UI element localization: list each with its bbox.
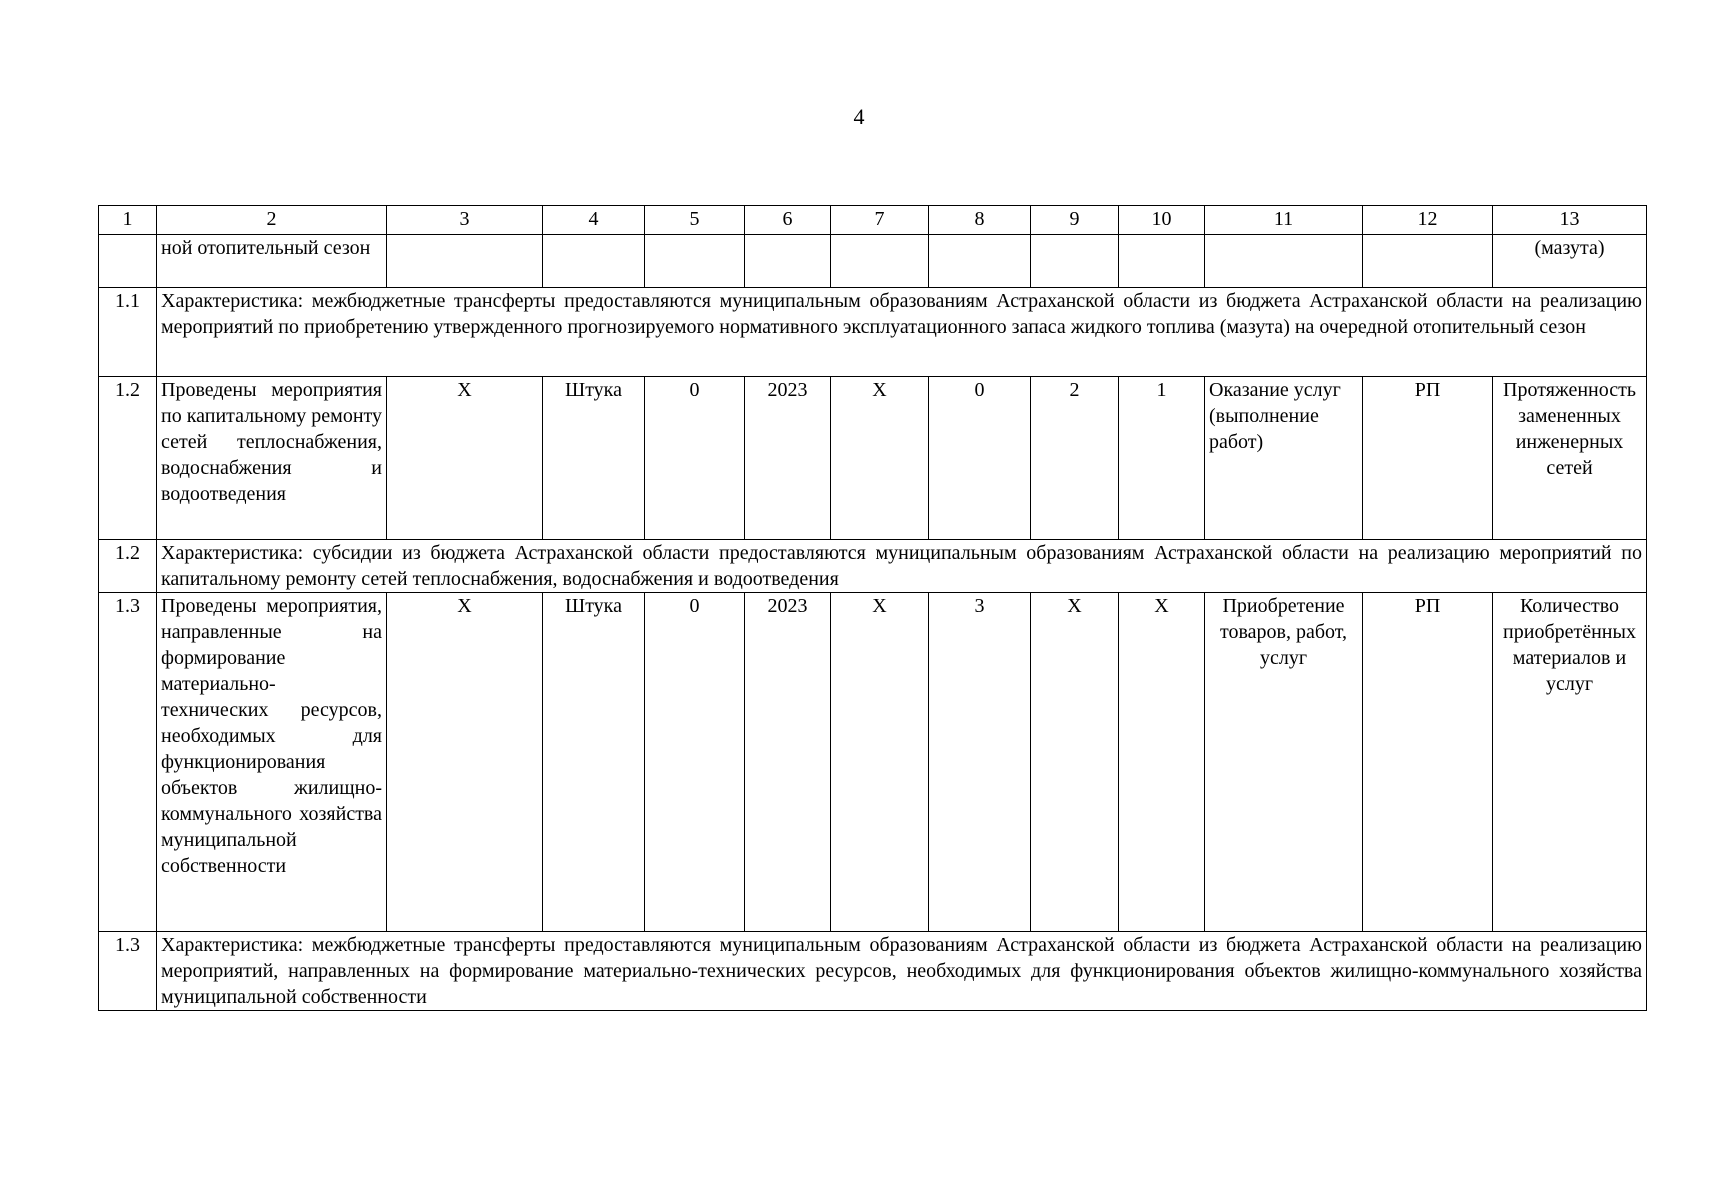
continuation-row [99, 235, 1647, 288]
row-number: 1.3 [99, 932, 157, 1011]
characteristic-row [99, 540, 1647, 593]
table-row [99, 593, 1647, 932]
table-cell: 2023 [745, 377, 831, 540]
col-header: 7 [831, 206, 929, 235]
col-header: 11 [1205, 206, 1363, 235]
table-cell: Штука [543, 593, 645, 932]
table-cell: 0 [645, 593, 745, 932]
table-cell: 0 [929, 377, 1031, 540]
indicator-measure-cell: Количество приобретённых материалов и услуг [1493, 593, 1647, 932]
table-cell: Х [831, 377, 929, 540]
col-header: 4 [543, 206, 645, 235]
table-cell [99, 235, 157, 288]
table-cell: 2023 [745, 593, 831, 932]
col-header: 1 [99, 206, 157, 235]
table-cell: Оказание услуг (выполнение работ) [1205, 377, 1363, 540]
col-header: 6 [745, 206, 831, 235]
indicator-measure-cell: Протяженность замененных инженерных сетей [1493, 377, 1647, 540]
characteristic-text: Характеристика: субсидии из бюджета Астраханской области предоставляются муниципальным образованиям Астраханской области на реализацию мероприятий по капитальному ремонту сетей теплоснабжения, водоснабжения и водоотведения [157, 540, 1647, 593]
column-number-row [99, 206, 1647, 235]
col-header: 3 [387, 206, 543, 235]
table-cell: РП [1363, 377, 1493, 540]
indicator-measure-cell: (мазута) [1493, 235, 1647, 288]
table-cell: Х [1031, 593, 1119, 932]
characteristic-row [99, 932, 1647, 1011]
table-row [99, 377, 1647, 540]
table-cell: 1 [1119, 377, 1205, 540]
table-cell: Х [831, 593, 929, 932]
table-cell: 3 [929, 593, 1031, 932]
page-number: 4 [853, 104, 865, 129]
col-header: 5 [645, 206, 745, 235]
row-number: 1.2 [99, 377, 157, 540]
row-number: 1.3 [99, 593, 157, 932]
indicator-name-cell: Проведены мероприятия, направленные на формирование материально-технических ресурсов, необходимых для функционирования объектов жилищно-коммунального хозяйства муниципальной собственности [157, 593, 387, 932]
col-header: 8 [929, 206, 1031, 235]
table-cell: Х [387, 593, 543, 932]
row-number: 1.1 [99, 288, 157, 377]
indicator-name-cell: Проведены мероприятия по капитальному ремонту сетей теплоснабжения, водоснабжения и водоотведения [157, 377, 387, 540]
table-cell: Х [1119, 593, 1205, 932]
characteristic-text: Характеристика: межбюджетные трансферты предоставляются муниципальным образованиям Астраханской области из бюджета Астраханской области на реализацию мероприятий по приобретению утвержденного прогнозируемого нормативного эксплуатационного запаса жидкого топлива (мазута) на очередной отопительный сезон [157, 288, 1647, 377]
table-cell: Штука [543, 377, 645, 540]
col-header: 12 [1363, 206, 1493, 235]
indicator-name-cell: ной отопительный сезон [157, 235, 387, 288]
characteristic-text: Характеристика: межбюджетные трансферты предоставляются муниципальным образованиям Астраханской области из бюджета Астраханской области на реализацию мероприятий, направленных на формирование материально-технических ресурсов, необходимых для функционирования объектов жилищно-коммунального хозяйства муниципальной собственности [157, 932, 1647, 1011]
table-cell: Х [387, 377, 543, 540]
col-header: 10 [1119, 206, 1205, 235]
col-header: 9 [1031, 206, 1119, 235]
table-cell: 2 [1031, 377, 1119, 540]
table-cell: Приобретение товаров, работ, услуг [1205, 593, 1363, 932]
characteristic-row [99, 288, 1647, 377]
col-header: 13 [1493, 206, 1647, 235]
table-cell: 0 [645, 377, 745, 540]
row-number: 1.2 [99, 540, 157, 593]
indicators-table [98, 205, 1647, 1011]
table-cell: РП [1363, 593, 1493, 932]
col-header: 2 [157, 206, 387, 235]
